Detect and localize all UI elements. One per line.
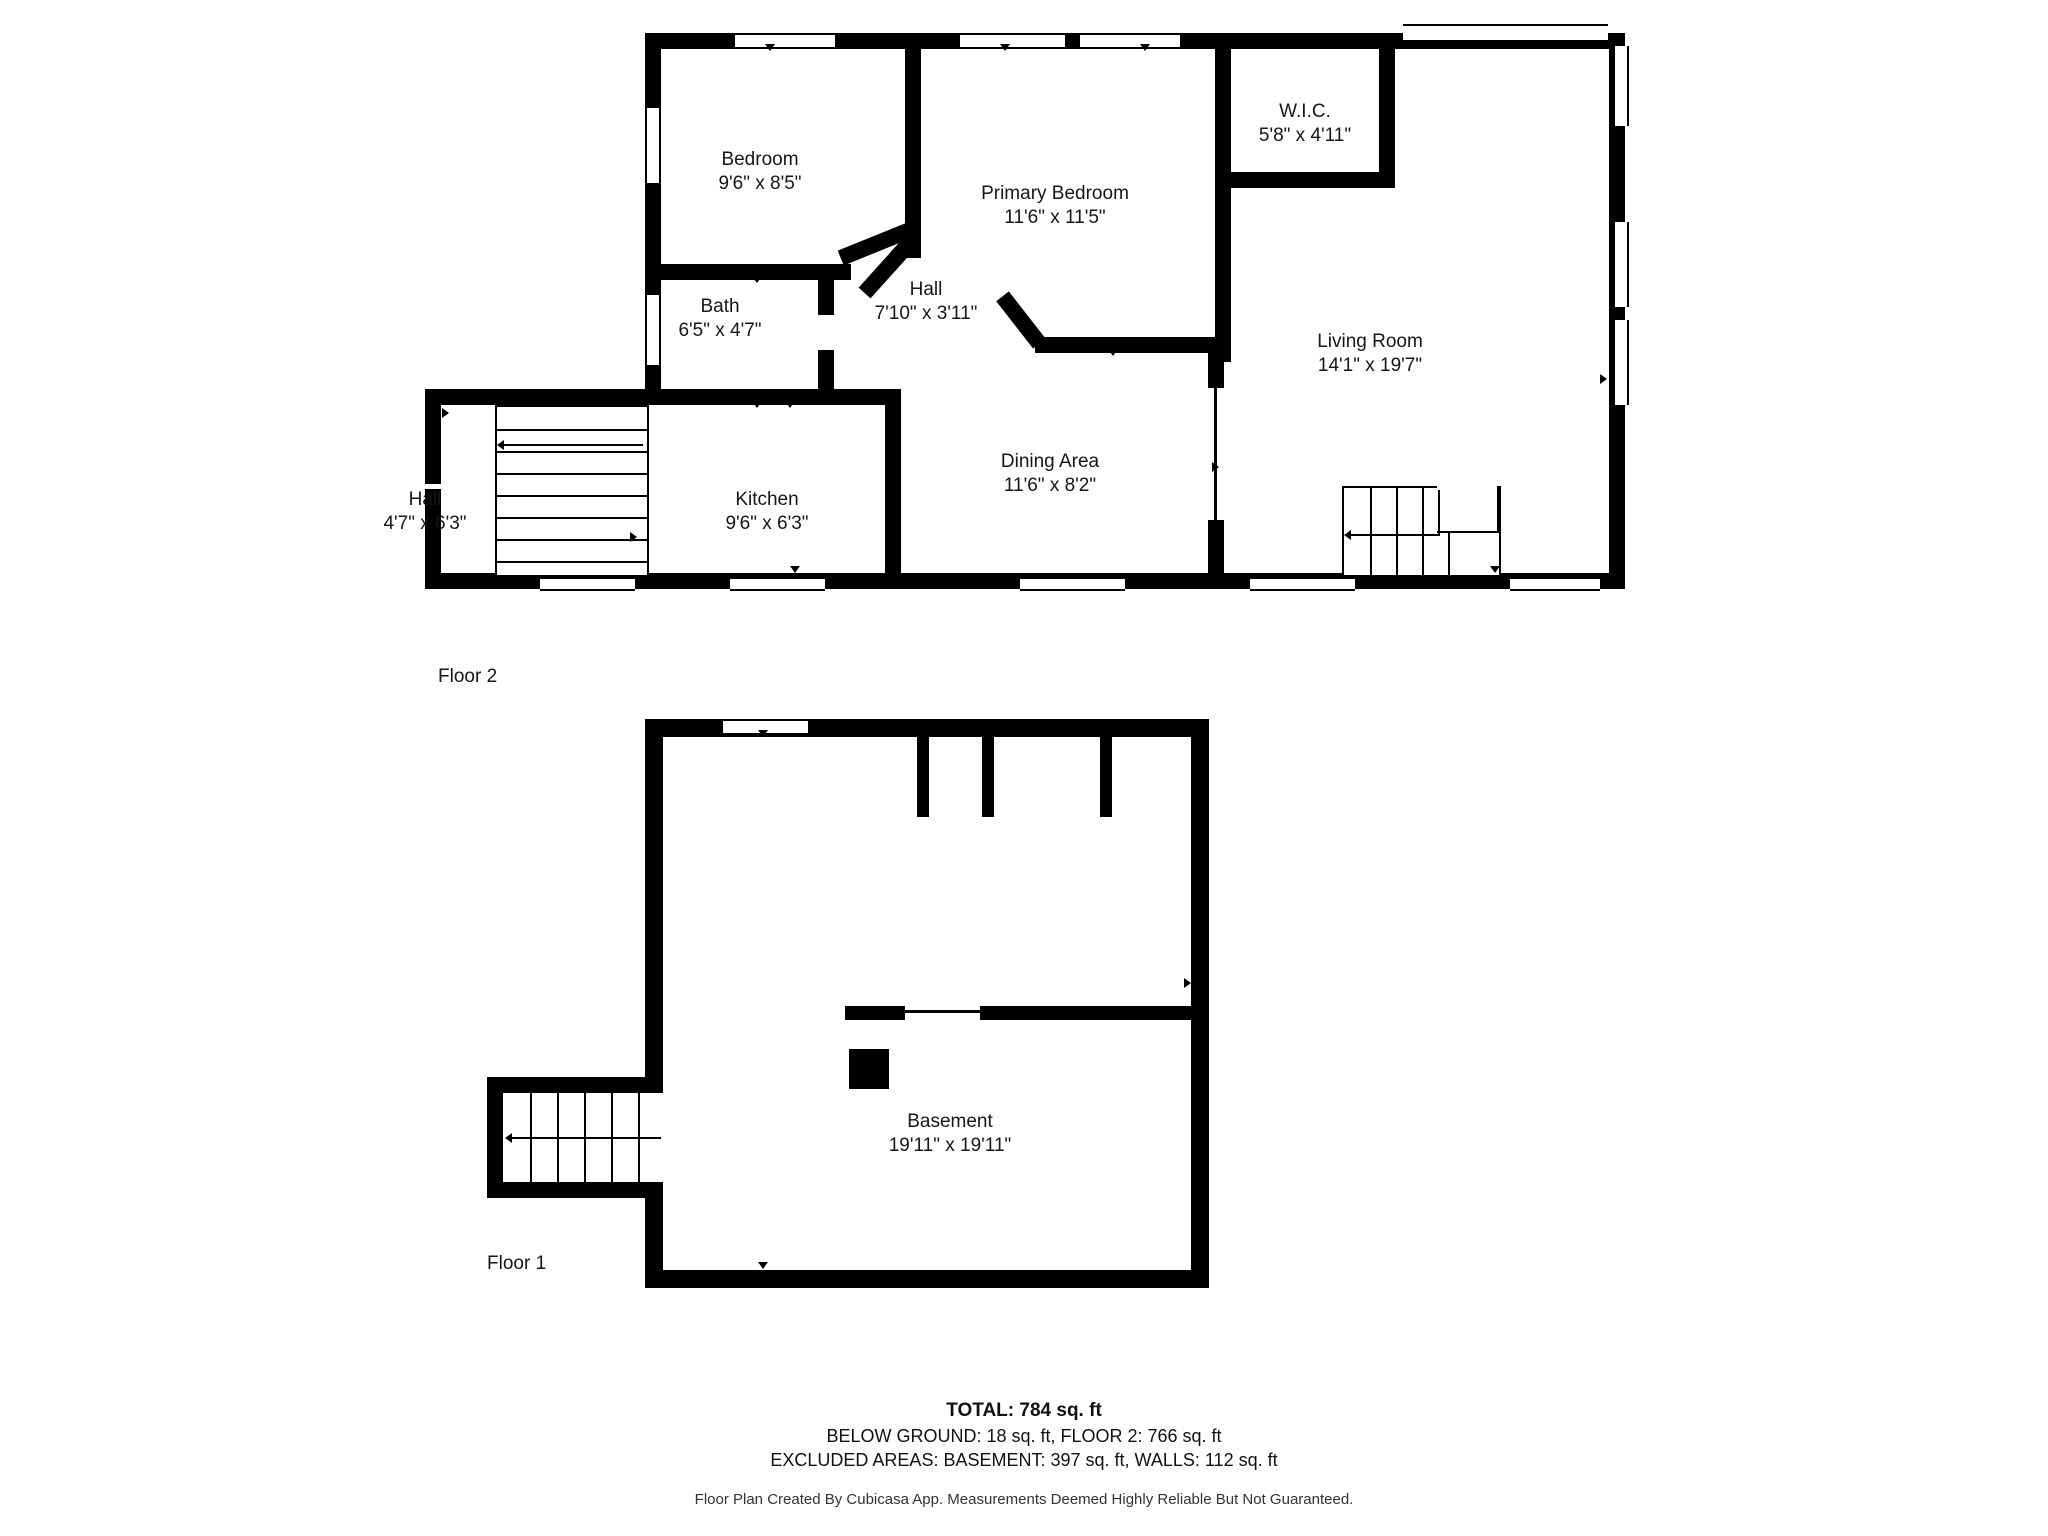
partition-f1-mid-right bbox=[980, 1006, 1191, 1020]
partition-f1-2 bbox=[982, 737, 994, 817]
partition-f1-3 bbox=[1100, 737, 1112, 817]
door-arrow-f2-bedroom-top bbox=[765, 44, 775, 51]
wall-f2-primary-bottom bbox=[1035, 337, 1231, 353]
door-arrow-f2-hall2-right bbox=[888, 494, 895, 504]
window-f2-bottom-2 bbox=[730, 577, 825, 591]
excluded-areas: EXCLUDED AREAS: BASEMENT: 397 sq. ft, WALLS: 112 sq. ft bbox=[770, 1450, 1278, 1470]
room-label-hall-lower: Hall 4'7" x 6'3" bbox=[383, 489, 467, 534]
door-arrow-f2-hall-left-door bbox=[442, 408, 449, 418]
window-f2-right-3 bbox=[1613, 320, 1629, 405]
column-f1 bbox=[849, 1049, 889, 1089]
door-arrow-f2-wic-top bbox=[1140, 44, 1150, 51]
door-arrow-f1-bottom bbox=[758, 1262, 768, 1269]
doorway-f2-dining-living bbox=[1214, 388, 1217, 520]
window-f2-right-2 bbox=[1613, 222, 1629, 307]
door-arrow-f2-hall-topright bbox=[785, 401, 795, 408]
total-value: 784 sq. ft bbox=[1019, 1400, 1102, 1421]
area-breakdown: BELOW GROUND: 18 sq. ft, FLOOR 2: 766 sq. ft bbox=[826, 1426, 1222, 1446]
wall-f1-stairbump-bottom bbox=[487, 1182, 659, 1198]
stairs-f1-dir bbox=[511, 1137, 661, 1139]
wall-f2-kitchen-right bbox=[885, 389, 901, 574]
window-f2-bottom-4 bbox=[1250, 577, 1355, 591]
room-label-primary-bedroom: Primary Bedroom 11'6" x 11'5" bbox=[981, 183, 1129, 228]
room-label-living-room: Living Room 14'1" x 19'7" bbox=[1317, 331, 1423, 376]
door-arrow-f2-primary-top bbox=[1000, 44, 1010, 51]
plan-credit: Floor Plan Created By Cubicasa App. Measurements Deemed Highly Reliable But Not Guaranteed. bbox=[694, 1491, 1354, 1508]
door-arrow-f2-primary-bottom bbox=[1108, 349, 1118, 356]
window-f2-top-1 bbox=[735, 33, 835, 49]
stairs-f2-hall-dir bbox=[503, 444, 643, 446]
window-f2-top-4 bbox=[1403, 24, 1608, 42]
partition-f1-mid-gap bbox=[905, 1010, 980, 1013]
wall-f2-hall-top bbox=[425, 389, 661, 405]
door-arrow-f2-bath-bottom bbox=[752, 401, 762, 408]
wall-f2-wic-bottom bbox=[1215, 172, 1395, 188]
wall-f2-bath-bottom bbox=[661, 389, 836, 405]
door-arrow-f2-hall-stair bbox=[630, 532, 637, 542]
room-label-bath: Bath 6'5" x 4'7" bbox=[678, 296, 762, 341]
wall-f2-dining-living-lower bbox=[1208, 520, 1224, 589]
window-f2-bottom-1 bbox=[540, 577, 635, 591]
room-label-dining-area: Dining Area 11'6" x 8'2" bbox=[1000, 451, 1100, 496]
floor-2-label: Floor 2 bbox=[438, 666, 498, 687]
total-area-line bbox=[0, 1400, 2048, 1422]
door-arrow-f2-right-wall bbox=[1600, 374, 1607, 384]
door-arrow-f2-living-bottom bbox=[1490, 566, 1500, 573]
room-label-hall-upper: Hall 7'10" x 3'11" bbox=[874, 279, 978, 324]
summary-footer bbox=[0, 1400, 2048, 1508]
door-arrow-f1-top bbox=[758, 730, 768, 737]
room-label-basement: Basement 19'11" x 19'11" bbox=[888, 1111, 1012, 1156]
stairs-f2-living-dir bbox=[1350, 534, 1440, 536]
door-arrow-f2-bedroom-right bbox=[906, 142, 913, 152]
wall-f1-stairbump-left bbox=[487, 1077, 503, 1198]
wall-f1-stairbump-top bbox=[487, 1077, 659, 1093]
window-f2-bottom-3 bbox=[1020, 577, 1125, 591]
door-arrow-f1-left bbox=[653, 998, 660, 1008]
window-f2-top-3 bbox=[1080, 33, 1180, 49]
floor-1-label: Floor 1 bbox=[487, 1253, 547, 1274]
wall-f1-left-upper bbox=[645, 719, 663, 1079]
wall-f2-dining-living bbox=[1208, 353, 1224, 388]
wall-f2-hall2-bottom bbox=[836, 389, 901, 405]
window-f2-top-2 bbox=[960, 33, 1065, 49]
door-arrow-f2-kitchen-bottom bbox=[790, 566, 800, 573]
window-f2-bottom-5 bbox=[1510, 577, 1600, 591]
wall-f2-primary-right bbox=[1215, 172, 1231, 362]
door-arrow-f1-right bbox=[1184, 978, 1191, 988]
stairs-f2-living-dir-v bbox=[1438, 490, 1440, 536]
partition-f1-1 bbox=[917, 737, 929, 817]
wall-f2-hall-left bbox=[425, 389, 441, 484]
room-label-kitchen: Kitchen 9'6" x 6'3" bbox=[725, 489, 809, 534]
door-arrow-f2-hall-angle bbox=[1090, 339, 1100, 346]
room-label-bedroom: Bedroom 9'6" x 8'5" bbox=[718, 149, 802, 194]
window-f2-right-1 bbox=[1613, 46, 1629, 126]
stairs-f2-living-landing bbox=[1437, 486, 1499, 533]
door-arrow-f2-bedroom-bottom bbox=[752, 276, 762, 283]
wall-f1-right bbox=[1191, 719, 1209, 1288]
partition-f1-mid-left bbox=[845, 1006, 905, 1020]
window-f2-left-1 bbox=[645, 108, 661, 183]
door-arrow-f2-dining-right bbox=[1212, 462, 1219, 472]
wall-f1-bottom bbox=[645, 1270, 1209, 1288]
room-label-wic: W.I.C. 5'8" x 4'11" bbox=[1258, 101, 1352, 146]
door-arrow-f2-kitchen-right bbox=[888, 465, 895, 475]
total-label: TOTAL: bbox=[946, 1400, 1015, 1421]
